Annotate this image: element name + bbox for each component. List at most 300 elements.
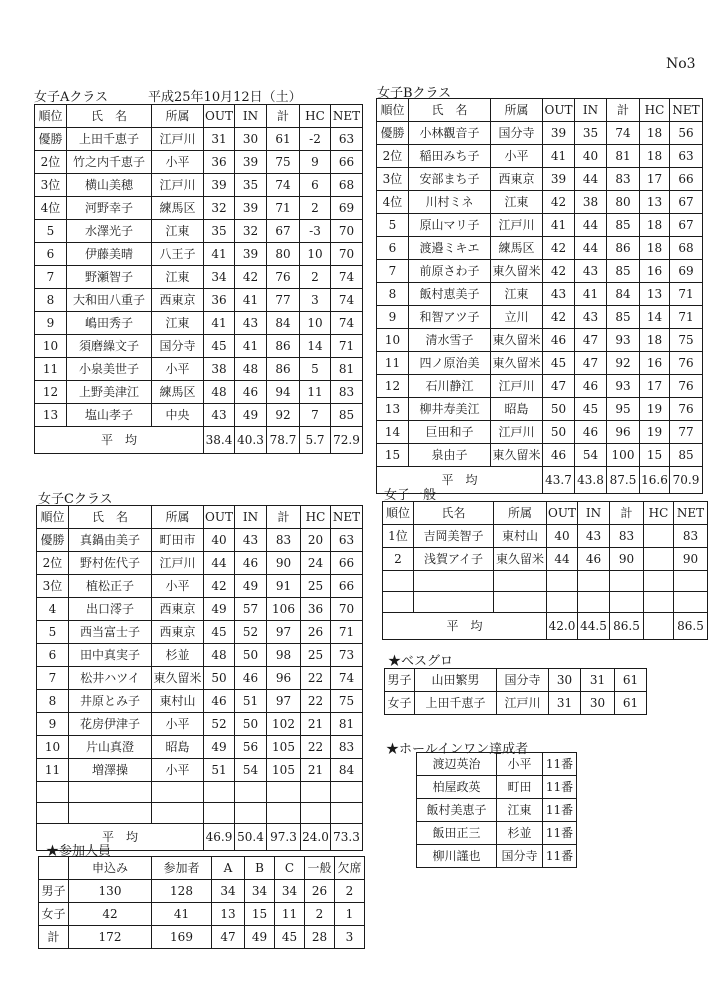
cell: 18 <box>640 237 670 260</box>
cell: 21 <box>301 713 331 736</box>
table-row <box>377 168 703 191</box>
cell: 77 <box>267 289 300 312</box>
cell: 3 <box>335 926 365 949</box>
cell: 8 <box>377 283 409 306</box>
cell: 74 <box>331 312 363 335</box>
cell: 40 <box>575 145 607 168</box>
cell: 11番 <box>543 776 577 799</box>
cell: 41 <box>543 214 575 237</box>
affiliation: 江戸川 <box>491 421 543 444</box>
cell: 49 <box>235 575 267 598</box>
cell: 75 <box>670 329 703 352</box>
cell: 76 <box>670 352 703 375</box>
cell: 小平 <box>497 753 543 776</box>
affiliation: 東久留米 <box>494 548 547 571</box>
cell: 19 <box>640 398 670 421</box>
cell: 92 <box>607 352 640 375</box>
player-name: 伊藤美晴 <box>67 243 152 266</box>
player-name: 前原さわ子 <box>409 260 491 283</box>
cell: 江東 <box>497 799 543 822</box>
cell: 85 <box>607 260 640 283</box>
player-name: 小泉美世子 <box>67 358 152 381</box>
cell: 66 <box>331 575 363 598</box>
cell: 5 <box>35 220 67 243</box>
cell: 2位 <box>377 145 409 168</box>
cell: 86 <box>267 335 300 358</box>
table-row <box>37 690 363 713</box>
cell: 32 <box>235 220 267 243</box>
table-row <box>35 312 363 335</box>
cell: 11 <box>35 358 67 381</box>
table-row <box>35 197 363 220</box>
cell: 41 <box>204 243 235 266</box>
cell: 76 <box>670 398 703 421</box>
cell: 74 <box>331 289 363 312</box>
affiliation: 練馬区 <box>491 237 543 260</box>
cell: 93 <box>607 375 640 398</box>
cell: 9 <box>377 306 409 329</box>
cell: 41 <box>543 145 575 168</box>
cell: 39 <box>543 122 575 145</box>
cell: 39 <box>235 151 267 174</box>
cell: 50 <box>235 713 267 736</box>
player-name: 片山真澄 <box>69 736 152 759</box>
affiliation: 西東京 <box>152 289 204 312</box>
cell: 42 <box>69 903 152 926</box>
cell: 10 <box>37 736 69 759</box>
cell: 12 <box>377 375 409 398</box>
affiliation: 江戸川 <box>491 214 543 237</box>
cell: 83 <box>607 168 640 191</box>
affiliation: 小平 <box>152 151 204 174</box>
table-row <box>39 880 365 903</box>
table-row <box>385 692 647 715</box>
cell: 46 <box>235 381 267 404</box>
table-header-row: 申込み 参加者 A B C 一般 欠席 <box>39 857 365 880</box>
cell: 3 <box>300 289 331 312</box>
cell: 18 <box>640 145 670 168</box>
table-row <box>377 145 703 168</box>
cell: 男子 <box>39 880 69 903</box>
cell: 46 <box>235 552 267 575</box>
player-name: 西当富士子 <box>69 621 152 644</box>
cell: 13 <box>35 404 67 427</box>
cell: 39 <box>235 197 267 220</box>
cell: 51 <box>235 690 267 713</box>
player-name: 野瀬智子 <box>67 266 152 289</box>
cell: 86 <box>607 237 640 260</box>
cell: 52 <box>204 713 235 736</box>
cell: 67 <box>267 220 300 243</box>
table-row <box>35 404 363 427</box>
cell: 49 <box>235 404 267 427</box>
page-number: No3 <box>666 56 696 72</box>
table-row <box>377 444 703 467</box>
affiliation: 昭島 <box>152 736 204 759</box>
cell: 42 <box>235 266 267 289</box>
cell: 3位 <box>35 174 67 197</box>
affiliation: 中央 <box>152 404 204 427</box>
cell: 128 <box>152 880 212 903</box>
cell: 68 <box>331 174 363 197</box>
cell: 98 <box>267 644 301 667</box>
cell: 50 <box>204 667 235 690</box>
cell: 48 <box>204 644 235 667</box>
class-a-title: 女子Aクラス <box>34 90 108 105</box>
cell: 92 <box>267 404 300 427</box>
general-table <box>382 501 708 640</box>
cell: 97 <box>267 690 301 713</box>
cell: 83 <box>331 736 363 759</box>
cell: 39 <box>235 243 267 266</box>
cell: 15 <box>245 903 275 926</box>
cell: 1 <box>335 903 365 926</box>
table-row <box>417 822 577 845</box>
cell: 12 <box>35 381 67 404</box>
affiliation: 八王子 <box>152 243 204 266</box>
table-row <box>35 358 363 381</box>
table-row <box>377 329 703 352</box>
cell: 94 <box>267 381 300 404</box>
cell: 42 <box>543 237 575 260</box>
cell: 5 <box>37 621 69 644</box>
affiliation: 東村山 <box>152 690 204 713</box>
cell: 56 <box>670 122 703 145</box>
cell: 85 <box>331 404 363 427</box>
cell: 46 <box>578 548 610 571</box>
affiliation: 小平 <box>491 145 543 168</box>
cell: 83 <box>267 529 301 552</box>
player-name: 河野幸子 <box>67 197 152 220</box>
cell: 28 <box>305 926 335 949</box>
table-row <box>39 903 365 926</box>
player-name: 柳川謹也 <box>417 845 497 868</box>
player-name: 松井ハツイ <box>69 667 152 690</box>
cell: 44 <box>547 548 578 571</box>
cell: 15 <box>377 444 409 467</box>
table-row <box>37 667 363 690</box>
table-row <box>35 289 363 312</box>
cell: 36 <box>204 151 235 174</box>
cell: 31 <box>581 669 615 692</box>
cell: 81 <box>331 358 363 381</box>
cell: 46 <box>575 421 607 444</box>
cell: 106 <box>267 598 301 621</box>
cell: 42 <box>543 306 575 329</box>
cell: 46 <box>543 444 575 467</box>
cell: 31 <box>204 128 235 151</box>
table-row <box>383 525 708 548</box>
cell: 42 <box>543 260 575 283</box>
table-row <box>35 151 363 174</box>
table-row <box>37 736 363 759</box>
cell: 計 <box>39 926 69 949</box>
hole-in-one-table <box>416 752 577 868</box>
cell: 84 <box>607 283 640 306</box>
cell: 90 <box>610 548 644 571</box>
cell: 4位 <box>35 197 67 220</box>
cell: 69 <box>331 197 363 220</box>
average-row: 平 均 42.0 44.5 86.5 86.5 <box>383 613 708 640</box>
cell: 2 <box>300 197 331 220</box>
player-name: 巨田和子 <box>409 421 491 444</box>
affiliation: 江戸川 <box>497 692 549 715</box>
cell: 48 <box>204 381 235 404</box>
affiliation: 西東京 <box>152 598 204 621</box>
cell: 13 <box>640 191 670 214</box>
cell: 96 <box>267 667 301 690</box>
cell: 36 <box>301 598 331 621</box>
cell: 16 <box>640 352 670 375</box>
general-title: 女子一般 <box>384 488 437 503</box>
cell: 43 <box>235 529 267 552</box>
cell: 86 <box>267 358 300 381</box>
table-row <box>35 381 363 404</box>
cell: 45 <box>204 621 235 644</box>
cell: 24 <box>301 552 331 575</box>
cell: 8 <box>35 289 67 312</box>
cell: 18 <box>640 214 670 237</box>
cell: 45 <box>204 335 235 358</box>
cell: 44 <box>575 214 607 237</box>
cell: 16 <box>640 260 670 283</box>
player-name: 清水雪子 <box>409 329 491 352</box>
best-gross-title: ★ベスグロ <box>388 654 454 669</box>
table-row <box>37 621 363 644</box>
player-name: 吉岡美智子 <box>414 525 494 548</box>
cell: 66 <box>331 151 363 174</box>
cell: 34 <box>204 266 235 289</box>
cell: 4 <box>37 598 69 621</box>
cell: 49 <box>245 926 275 949</box>
table-row <box>37 598 363 621</box>
player-name: 嶋田秀子 <box>67 312 152 335</box>
cell: 45 <box>575 398 607 421</box>
cell: 43 <box>235 312 267 335</box>
player-name: 原山マリ子 <box>409 214 491 237</box>
cell: 97 <box>267 621 301 644</box>
player-name: 渡邉ミキエ <box>409 237 491 260</box>
cell: 18 <box>640 329 670 352</box>
table-row <box>37 644 363 667</box>
cell: 85 <box>607 214 640 237</box>
affiliation: 東久留米 <box>491 352 543 375</box>
cell: 48 <box>235 358 267 381</box>
table-row <box>377 237 703 260</box>
cell: 1位 <box>383 525 414 548</box>
cell: 130 <box>69 880 152 903</box>
cell: 34 <box>245 880 275 903</box>
cell: 32 <box>204 197 235 220</box>
player-name: 四ノ原治美 <box>409 352 491 375</box>
cell: 93 <box>607 329 640 352</box>
table-row <box>377 352 703 375</box>
cell: 84 <box>331 759 363 782</box>
table-row <box>35 266 363 289</box>
cell: 71 <box>670 306 703 329</box>
average-row: 平 均 43.7 43.8 87.5 16.6 70.9 <box>377 467 703 494</box>
cell: 優勝 <box>37 529 69 552</box>
player-name: 小林觀音子 <box>409 122 491 145</box>
cell: 81 <box>331 713 363 736</box>
player-name: 田中真実子 <box>69 644 152 667</box>
table-row <box>377 375 703 398</box>
cell: 町田 <box>497 776 543 799</box>
cell: 42 <box>204 575 235 598</box>
cell: 70 <box>331 220 363 243</box>
player-name: 植松正子 <box>69 575 152 598</box>
cell: 41 <box>152 903 212 926</box>
cell: 14 <box>377 421 409 444</box>
affiliation: 東久留米 <box>152 667 204 690</box>
cell: 39 <box>543 168 575 191</box>
table-row <box>377 191 703 214</box>
cell: 67 <box>670 214 703 237</box>
affiliation: 小平 <box>152 358 204 381</box>
cell: 71 <box>670 283 703 306</box>
table-row <box>417 753 577 776</box>
participants-table <box>38 856 365 949</box>
player-name: 泉由子 <box>409 444 491 467</box>
cell: 85 <box>670 444 703 467</box>
cell: 63 <box>670 145 703 168</box>
cell: 7 <box>377 260 409 283</box>
cell: 39 <box>204 174 235 197</box>
cell: 2 <box>335 880 365 903</box>
cell: 41 <box>575 283 607 306</box>
table-row <box>417 845 577 868</box>
player-name: 稲田みち子 <box>409 145 491 168</box>
cell: 83 <box>674 525 708 548</box>
table-row <box>37 529 363 552</box>
cell: 51 <box>204 759 235 782</box>
cell: 50 <box>235 644 267 667</box>
affiliation: 国分寺 <box>152 335 204 358</box>
cell: 46 <box>204 690 235 713</box>
cell: 3位 <box>377 168 409 191</box>
cell: 9 <box>300 151 331 174</box>
cell: 9 <box>35 312 67 335</box>
affiliation: 江東 <box>491 191 543 214</box>
cell: 22 <box>301 736 331 759</box>
cell: 14 <box>640 306 670 329</box>
cell: 10 <box>300 312 331 335</box>
cell: 7 <box>300 404 331 427</box>
affiliation: 江戸川 <box>152 552 204 575</box>
affiliation: 江戸川 <box>152 174 204 197</box>
player-name: 安部まち子 <box>409 168 491 191</box>
affiliation: 昭島 <box>491 398 543 421</box>
table-header-row: 順位 氏 名 所属 OUT IN 計 HC NET <box>377 99 703 122</box>
affiliation: 西東京 <box>491 168 543 191</box>
cell: 41 <box>235 289 267 312</box>
player-name: 井原とみ子 <box>69 690 152 713</box>
table-row <box>377 283 703 306</box>
cell: 74 <box>331 667 363 690</box>
cell: 20 <box>301 529 331 552</box>
cell: 61 <box>267 128 300 151</box>
table-row <box>39 926 365 949</box>
cell: 女子 <box>385 692 415 715</box>
cell: 61 <box>615 669 647 692</box>
cell: 63 <box>331 529 363 552</box>
cell: 3位 <box>37 575 69 598</box>
cell: 2位 <box>35 151 67 174</box>
table-row <box>35 335 363 358</box>
player-name: 川村ミネ <box>409 191 491 214</box>
player-name: 上野美津江 <box>67 381 152 404</box>
cell: 11 <box>377 352 409 375</box>
affiliation: 東村山 <box>494 525 547 548</box>
cell: 74 <box>607 122 640 145</box>
cell: -3 <box>300 220 331 243</box>
affiliation: 江東 <box>152 220 204 243</box>
cell: 34 <box>275 880 305 903</box>
cell: 6 <box>37 644 69 667</box>
hole-in-one-title: ★ホールインワン達成者 <box>386 742 529 757</box>
cell: 56 <box>235 736 267 759</box>
table-row <box>37 713 363 736</box>
player-name: 真鍋由美子 <box>69 529 152 552</box>
affiliation: 小平 <box>152 759 204 782</box>
cell: 46 <box>543 329 575 352</box>
cell: 52 <box>235 621 267 644</box>
cell: 80 <box>267 243 300 266</box>
cell: 15 <box>640 444 670 467</box>
affiliation: 杉並 <box>152 644 204 667</box>
affiliation: 小平 <box>152 713 204 736</box>
cell: 66 <box>331 552 363 575</box>
cell: 11 <box>37 759 69 782</box>
cell: 30 <box>581 692 615 715</box>
cell: 38 <box>575 191 607 214</box>
cell: 26 <box>301 621 331 644</box>
cell: 5 <box>300 358 331 381</box>
player-name: 柳井寿美江 <box>409 398 491 421</box>
player-name: 上田千恵子 <box>415 692 497 715</box>
cell: 83 <box>610 525 644 548</box>
cell: 47 <box>575 329 607 352</box>
cell: 2位 <box>37 552 69 575</box>
cell: 70 <box>331 598 363 621</box>
table-row <box>35 128 363 151</box>
affiliation: 江東 <box>491 283 543 306</box>
cell: 47 <box>575 352 607 375</box>
table-row <box>37 759 363 782</box>
cell: 杉並 <box>497 822 543 845</box>
cell: 80 <box>607 191 640 214</box>
affiliation: 江東 <box>152 312 204 335</box>
cell: 90 <box>267 552 301 575</box>
player-name: 石川静江 <box>409 375 491 398</box>
player-name: 須磨繰文子 <box>67 335 152 358</box>
player-name: 飯村美恵子 <box>417 799 497 822</box>
cell: 17 <box>640 168 670 191</box>
cell: 30 <box>235 128 267 151</box>
affiliation: 国分寺 <box>491 122 543 145</box>
cell: 13 <box>377 398 409 421</box>
affiliation: 立川 <box>491 306 543 329</box>
cell: 8 <box>37 690 69 713</box>
cell: 26 <box>305 880 335 903</box>
cell <box>644 548 674 571</box>
cell: 66 <box>670 168 703 191</box>
participants-title: ★参加人員 <box>46 844 112 859</box>
table-header-row: 順位 氏名 所属 OUT IN 計 HC NET <box>383 502 708 525</box>
player-name: 水澤光子 <box>67 220 152 243</box>
cell: 95 <box>607 398 640 421</box>
player-name: 浅賀アイ子 <box>414 548 494 571</box>
